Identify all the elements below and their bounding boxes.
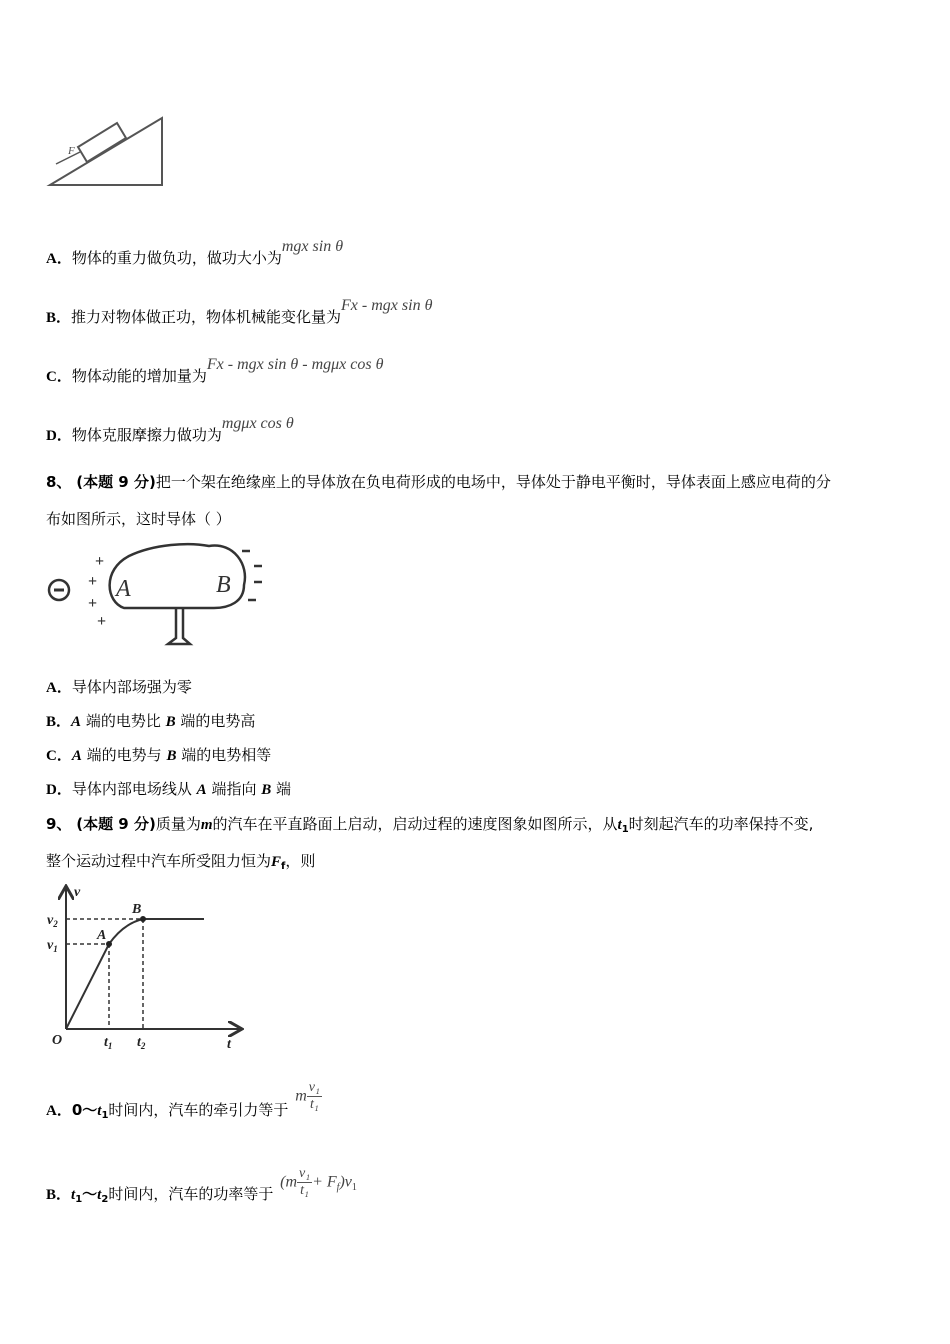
point-a-label: A — [97, 928, 107, 943]
q9-option-a: A．$0\sim t_1$时间内，汽车的牵引力等于 m $\frac{\text{v₁}}{\text{t₁}}$ — [46, 1080, 320, 1121]
v1-label: $v_1$ — [47, 938, 58, 954]
q9-option-b: B．$t_1\sim t_2$时间内，汽车的功率等于 (m $\frac{\text{v₁}}{\text{t₁}}$ + $F_f)v_1$ — [46, 1166, 357, 1205]
point-b-label: B — [132, 902, 142, 917]
incline-figure — [44, 112, 169, 192]
origin-label: O — [52, 1033, 63, 1048]
q9-stem-line1: 9、 (本题 9 分)质量为m的汽车在平直路面上启动，启动过程的速度图象如图所示，从$t_1$时刻起汽车的功率保持不变, — [46, 815, 814, 835]
force-label: F — [68, 145, 75, 157]
velocity-curve — [66, 919, 204, 1029]
formula: mgμx cos θ — [221, 415, 294, 432]
q7-option-d: D．物体克服摩擦力做功为mgμx cos θ — [46, 415, 294, 444]
plus: + — [97, 613, 107, 630]
q8-stem-line1: 8、 (本题 9 分)把一个架在绝缘座上的导体放在负电荷形成的电场中，导体处于静电平衡时，导体表面上感应电荷的分 — [46, 473, 831, 491]
q8-option-d: D．导体内部电场线从 A 端指向 B 端 — [46, 780, 292, 798]
q8-option-c: C．A 端的电势与 B 端的电势相等 — [46, 746, 272, 764]
fraction: $\frac{\text{v₁}}{\text{t₁}}$ — [299, 1166, 311, 1198]
y-axis-label: v — [74, 885, 81, 900]
q8-option-b: B．A 端的电势比 B 端的电势高 — [46, 712, 256, 730]
plus-charges — [88, 553, 106, 630]
formula: m $\frac{\text{v₁}}{\text{t₁}}$ — [295, 1080, 320, 1112]
formula: (m $\frac{\text{v₁}}{\text{t₁}}$ + $F_f)v_1$ — [280, 1166, 357, 1198]
t2-label: $t_2$ — [137, 1035, 146, 1051]
plus: + — [95, 553, 105, 570]
x-axis-label: t — [227, 1037, 231, 1052]
q7-option-c: C．物体动能的增加量为Fx - mgx sin θ - mgμx cos θ — [46, 356, 384, 385]
incline-triangle — [50, 118, 162, 185]
label-a: A — [116, 576, 131, 602]
v2-label: $v_2$ — [47, 913, 58, 929]
q8-option-a: A．导体内部场强为零 — [46, 678, 192, 696]
block — [78, 123, 126, 162]
formula: Fx - mgx sin θ - mgμx cos θ — [206, 356, 384, 373]
formula: mgx sin θ — [281, 238, 344, 255]
fraction: $\frac{\text{v₁}}{\text{t₁}}$ — [308, 1080, 320, 1112]
insulating-stand — [168, 608, 190, 644]
conductor-figure — [44, 540, 274, 655]
t1-label: $t_1$ — [104, 1035, 113, 1051]
q8-stem-line2: 布如图所示，这时导体（ ） — [46, 510, 231, 528]
formula: Fx - mgx sin θ — [341, 297, 433, 314]
q9-stem-line2: 整个运动过程中汽车所受阻力恒为$F_f$，则 — [46, 852, 316, 872]
plus: + — [88, 573, 98, 590]
label-b: B — [216, 572, 231, 598]
point-a-dot — [106, 941, 112, 947]
q7-option-a: A．物体的重力做负功，做功大小为mgx sin θ — [46, 238, 344, 267]
plus: + — [88, 595, 98, 612]
q7-option-b: B．推力对物体做正功，物体机械能变化量为Fx - mgx sin θ — [46, 297, 433, 326]
velocity-time-graph — [44, 882, 249, 1052]
